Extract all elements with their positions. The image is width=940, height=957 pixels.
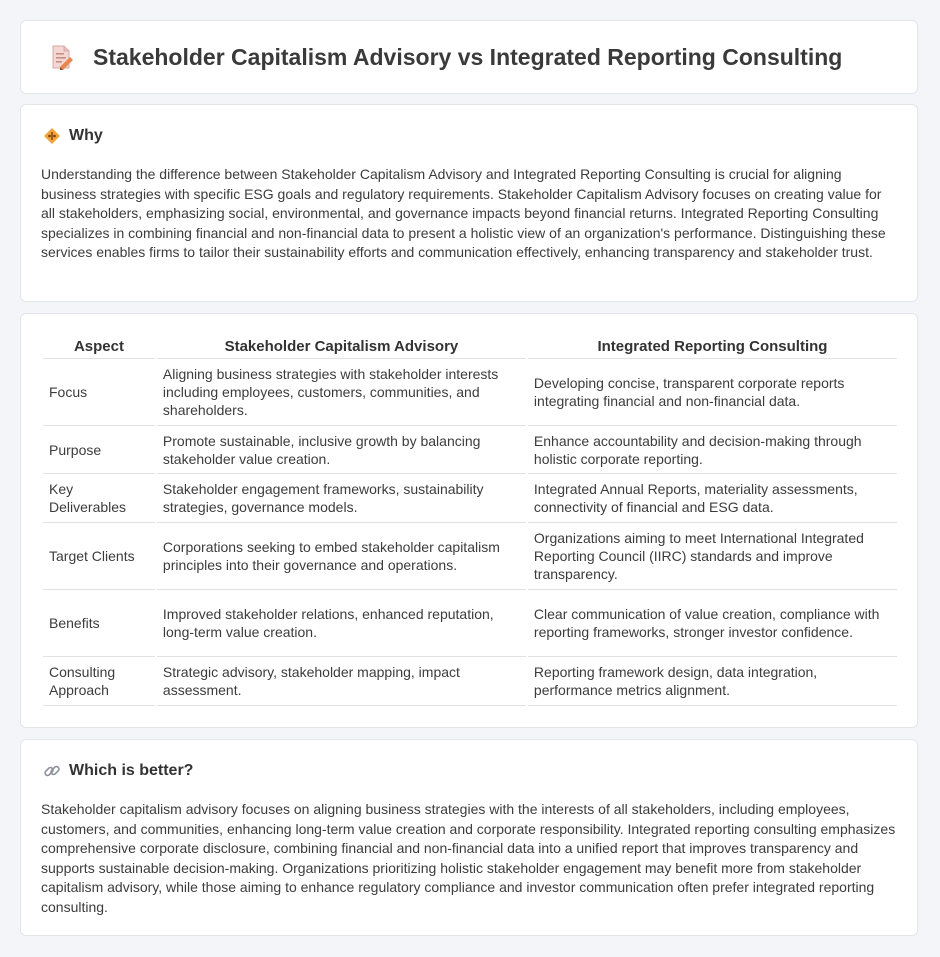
- table-header-row: [43, 334, 897, 359]
- row-aspect: Consulting Approach: [43, 657, 155, 706]
- better-title: Which is better?: [69, 762, 194, 779]
- row-aspect: Purpose: [43, 426, 155, 474]
- row-integrated: Developing concise, transparent corporate reports integrating financial and non-financial data.: [528, 359, 897, 426]
- why-title: Why: [69, 127, 103, 144]
- page-title: Stakeholder Capitalism Advisory vs Integrated Reporting Consulting: [93, 43, 843, 70]
- better-heading: [43, 762, 193, 780]
- document-edit-icon: [47, 43, 75, 71]
- row-integrated: Clear communication of value creation, compliance with reporting frameworks, stronger investor confidence.: [528, 590, 897, 657]
- row-stakeholder: Aligning business strategies with stakeholder interests including employees, customers, communities, and shareholders.: [157, 359, 526, 426]
- row-stakeholder: Improved stakeholder relations, enhanced reputation, long-term value creation.: [157, 590, 526, 657]
- link-icon: [43, 762, 61, 780]
- row-stakeholder: Strategic advisory, stakeholder mapping, impact assessment.: [157, 657, 526, 706]
- table-row: [43, 590, 897, 657]
- row-stakeholder: Promote sustainable, inclusive growth by balancing stakeholder value creation.: [157, 426, 526, 474]
- row-stakeholder: Corporations seeking to embed stakeholder capitalism principles into their governance and operations.: [157, 523, 526, 590]
- row-integrated: Enhance accountability and decision-making through holistic corporate reporting.: [528, 426, 897, 474]
- diamond-icon: [43, 127, 61, 145]
- row-integrated: Organizations aiming to meet International Integrated Reporting Council (IIRC) standards and improve transparency.: [528, 523, 897, 590]
- header-aspect: Aspect: [43, 334, 155, 359]
- row-aspect: Key Deliverables: [43, 474, 155, 523]
- better-body: Stakeholder capitalism advisory focuses on aligning business strategies with the interests of all stakeholders, including employees, customers, and communities, enhancing long-term value creation and corporate responsibility. Integrated reporting consulting emphasizes comprehensive corporate disclosure, combining financial and non-financial data into a unified report that improves transparency and supports sustainable decision-making. Organizations prioritizing holistic stakeholder engagement may benefit more from stakeholder capitalism advisory, while those aiming to enhance regulatory compliance and investor communication often prefer integrated reporting consulting.: [41, 801, 896, 915]
- why-section: [20, 104, 918, 302]
- row-aspect: Focus: [43, 359, 155, 426]
- table-row: [43, 359, 897, 426]
- row-integrated: Integrated Annual Reports, materiality assessments, connectivity of financial and ESG data.: [528, 474, 897, 523]
- which-better-section: [20, 739, 918, 936]
- comparison-table: [41, 334, 899, 706]
- table-row: [43, 657, 897, 706]
- header-card: [20, 20, 918, 94]
- title-row: [47, 43, 842, 71]
- row-stakeholder: Stakeholder engagement frameworks, sustainability strategies, governance models.: [157, 474, 526, 523]
- row-integrated: Reporting framework design, data integration, performance metrics alignment.: [528, 657, 897, 706]
- why-heading: [43, 127, 103, 145]
- header-integrated: Integrated Reporting Consulting: [528, 334, 897, 359]
- why-body: Understanding the difference between Stakeholder Capitalism Advisory and Integrated Reporting Consulting is crucial for aligning business strategies with specific ESG goals and regulatory requirements. Stakeholder Capitalism Advisory focuses on creating value for all stakeholders, emphasizing social, environmental, and governance impacts beyond financial returns. Integrated Reporting Consulting specializes in combining financial and non-financial data to present a holistic view of an organization's performance. Distinguishing these services enables firms to tailor their sustainability efforts and communication effectively, enhancing transparency and stakeholder trust.: [41, 166, 886, 260]
- row-aspect: Benefits: [43, 590, 155, 657]
- table-row: [43, 474, 897, 523]
- row-aspect: Target Clients: [43, 523, 155, 590]
- header-stakeholder: Stakeholder Capitalism Advisory: [157, 334, 526, 359]
- table-row: [43, 523, 897, 590]
- table-row: [43, 426, 897, 474]
- comparison-section: [20, 313, 918, 728]
